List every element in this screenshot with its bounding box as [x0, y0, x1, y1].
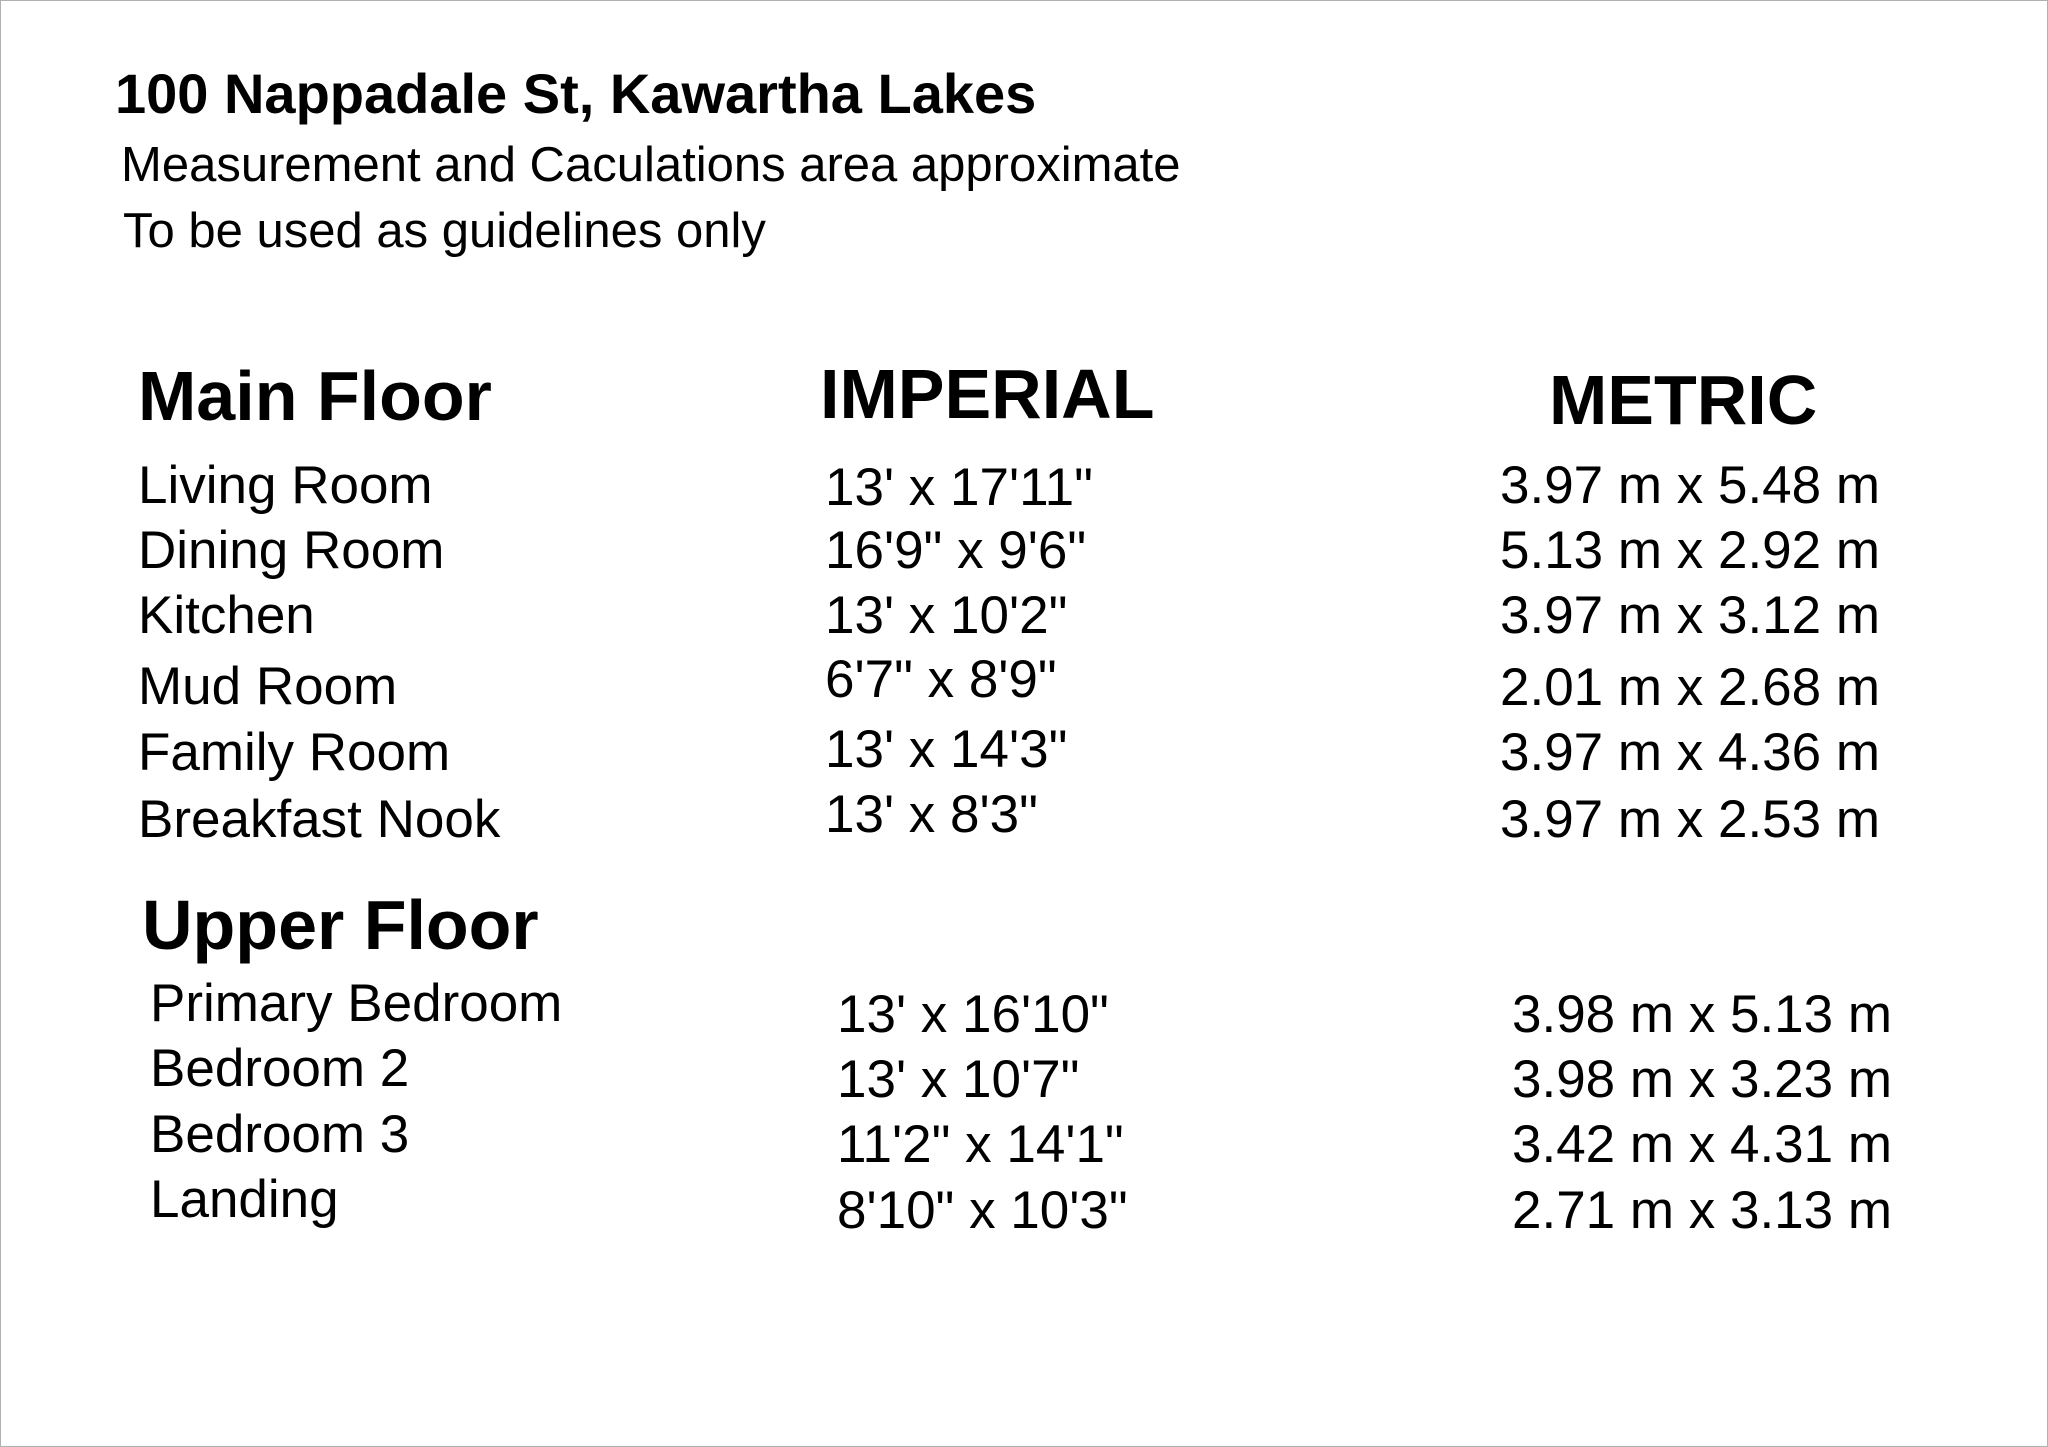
- upper-floor-heading: Upper Floor: [142, 886, 539, 964]
- room-imperial: 13' x 10'7": [837, 1050, 1080, 1109]
- page-title: 100 Nappadale St, Kawartha Lakes: [115, 62, 1037, 125]
- room-metric: 2.71 m x 3.13 m: [1512, 1181, 1893, 1240]
- room-imperial: 13' x 17'11": [825, 458, 1093, 517]
- room-name: Family Room: [138, 723, 451, 782]
- room-metric: 3.97 m x 2.53 m: [1500, 790, 1881, 849]
- main-floor-heading: Main Floor: [138, 357, 492, 435]
- room-name: Dining Room: [138, 521, 445, 580]
- room-imperial: 8'10" x 10'3": [837, 1181, 1128, 1240]
- room-name: Living Room: [138, 456, 433, 515]
- room-name: Bedroom 2: [150, 1039, 410, 1098]
- room-metric: 3.97 m x 4.36 m: [1500, 723, 1881, 782]
- room-metric: 2.01 m x 2.68 m: [1500, 658, 1881, 717]
- room-metric: 3.97 m x 3.12 m: [1500, 586, 1881, 645]
- room-imperial: 6'7" x 8'9": [825, 650, 1057, 709]
- imperial-column-heading: IMPERIAL: [820, 355, 1155, 433]
- room-imperial: 11'2" x 14'1": [837, 1115, 1124, 1174]
- room-imperial: 16'9" x 9'6": [825, 521, 1087, 580]
- room-imperial: 13' x 16'10": [837, 985, 1109, 1044]
- room-name: Breakfast Nook: [138, 790, 501, 849]
- room-name: Kitchen: [138, 586, 315, 645]
- metric-column-heading: METRIC: [1549, 361, 1818, 439]
- disclaimer-line-1: Measurement and Caculations area approximate: [121, 138, 1181, 192]
- room-metric: 3.97 m x 5.48 m: [1500, 456, 1881, 515]
- room-name: Mud Room: [138, 657, 398, 716]
- room-metric: 5.13 m x 2.92 m: [1500, 521, 1881, 580]
- disclaimer-line-2: To be used as guidelines only: [123, 204, 766, 258]
- room-name: Primary Bedroom: [150, 974, 563, 1033]
- room-name: Bedroom 3: [150, 1105, 410, 1164]
- room-imperial: 13' x 8'3": [825, 785, 1038, 844]
- room-name: Landing: [150, 1170, 339, 1229]
- room-imperial: 13' x 10'2": [825, 586, 1068, 645]
- room-imperial: 13' x 14'3": [825, 720, 1068, 779]
- room-metric: 3.98 m x 5.13 m: [1512, 985, 1893, 1044]
- room-metric: 3.42 m x 4.31 m: [1512, 1115, 1893, 1174]
- room-metric: 3.98 m x 3.23 m: [1512, 1050, 1893, 1109]
